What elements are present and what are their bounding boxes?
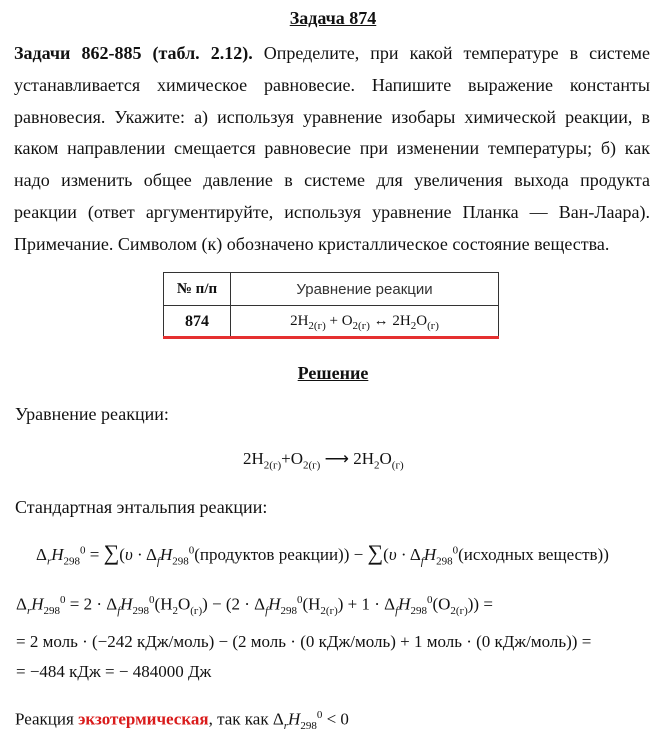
conclusion-tail: < 0 [322,709,349,729]
eq-sub: 2(г) [352,319,370,332]
table-red-underline [163,336,499,339]
task-statement [14,38,650,261]
column-header-equation: Уравнение реакции [231,273,499,306]
conclusion-line: Реакция экзотермическая, так как $\Delta_rH_{298}^0 < 0$ [15,709,349,732]
enthalpy-calc-line2: = 2 моль · (−242 кДж/моль) − (2 моль · (0 кДж/моль) + 1 моль · (0 кДж/моль)) = [16,632,592,651]
conclusion-prefix: Реакция [15,709,79,729]
column-header-number: № п/п [164,273,231,306]
solution-heading: Решение [297,363,369,383]
reaction-table [163,272,499,339]
task-statement-lead: Задачи 862-885 (табл. 2.12). [14,43,253,63]
products-text: (продуктов реакции) [194,545,344,564]
conclusion-suffix: , так как Δ [208,709,284,729]
enthalpy-general-formula: $\Delta_rH_{298}^0 = \sum(\upsilon$ · $\Delta_fH_{298}^0(продуктов$ реакции)) − $\sum(\upsilon \cdot \Delta_fH_{298}^0(исходных$ веществ)) [36,540,609,568]
eq-part: 2H [290,312,309,329]
table-cell-equation [231,306,499,339]
task-statement-text: Определите, при какой температуре в системе устанавливается химическое равновесие. Напишите выражение константы равновесия. Укажите: а) используя уравнение изобары химической реакции, в каком направлении смещается равновесие при изменении температуры; б) как надо изменить общее давление в системе для увеличения выхода продукта реакции (ответ аргументируйте, используя уравнение Планка — Ван-Лаара). Примечание. Символом (к) обозначено кристаллическое состояние вещества. [14,43,650,254]
eq-tail: = [483,594,493,614]
eq-sub: (г) [427,319,439,332]
reaction-label: Уравнение реакции: [15,404,169,424]
table-cell-number: 874 [164,306,231,339]
eq-sub: 2 [410,319,417,332]
table-header-row [164,273,499,306]
reaction-equation: $2H_{2(г)}+O_{2(г)}$ ⟶ $2H_2O_{(г)}$ [243,449,404,472]
eq-part: O [416,312,428,329]
eq-part: ↔ 2H [369,312,411,329]
reactants-text: (исходных веществ) [458,545,604,564]
enthalpy-calc-line1: $\Delta_rH_{298}^0 = 2 \cdot \Delta_fH_{298}^0(H_2O_{(г)}) - (2 \cdot \Delta_fH_{298}^0(H_{2(г)}) + 1 \cdot \Delta_fH_{298}^0(O_{2(г)}))$ = [16,594,493,618]
table-row [164,306,499,339]
enthalpy-label: Стандартная энтальпия реакции: [15,497,268,517]
task-title: Задача 874 [289,8,377,28]
exothermic-highlight: экзотермическая [78,709,209,729]
eq-sub: 2(г) [308,319,326,332]
enthalpy-calc-line3: = −484 кДж = − 484000 Дж [16,662,212,681]
eq-part: + O [325,312,353,329]
